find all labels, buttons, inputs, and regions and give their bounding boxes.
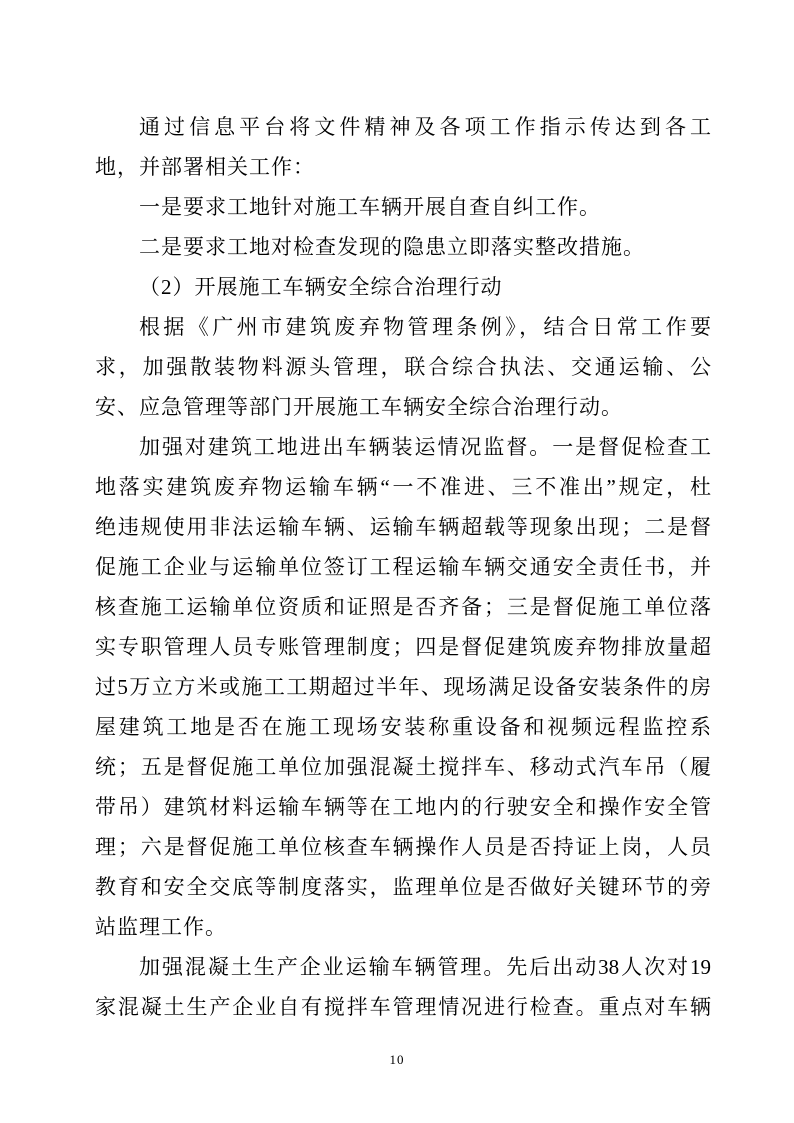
- page-number: 10: [389, 1052, 405, 1067]
- text-line: 带吊）建筑材料运输车辆等在工地内的行驶安全和操作安全管: [95, 795, 711, 819]
- text-line: 求，加强散装物料源头管理，联合综合执法、交通运输、公: [95, 355, 711, 379]
- text-line: 加强混凝土生产企业运输车辆管理。先后出动38人次对19: [139, 955, 711, 979]
- text-line: 地落实建筑废弃物运输车辆“一不准进、三不准出”规定，杜: [95, 475, 711, 499]
- text-line: 过5万立方米或施工工期超过半年、现场满足设备安装条件的房: [95, 675, 711, 699]
- text-line: 教育和安全交底等制度落实，监理单位是否做好关键环节的旁: [95, 875, 711, 899]
- text-line: 加强对建筑工地进出车辆装运情况监督。一是督促检查工: [139, 435, 711, 459]
- text-line: 家混凝土生产企业自有搅拌车管理情况进行检查。重点对车辆: [95, 995, 711, 1019]
- text-line: 根据《广州市建筑废弃物管理条例》，结合日常工作要: [139, 315, 711, 339]
- text-line: （2）开展施工车辆安全综合治理行动: [139, 275, 503, 299]
- text-line: 站监理工作。: [95, 915, 227, 939]
- text-line: 二是要求工地对检查发现的隐患立即落实整改措施。: [139, 235, 645, 259]
- document-body: [95, 107, 711, 1027]
- text-line: 核查施工运输单位资质和证照是否齐备；三是督促施工单位落: [95, 595, 711, 619]
- text-line: 通过信息平台将文件精神及各项工作指示传达到各工: [139, 115, 711, 139]
- text-line: 安、应急管理等部门开展施工车辆安全综合治理行动。: [95, 395, 623, 419]
- text-line: 绝违规使用非法运输车辆、运输车辆超载等现象出现；二是督: [95, 515, 711, 539]
- text-line: 一是要求工地针对施工车辆开展自查自纠工作。: [139, 195, 601, 219]
- text-line: 地，并部署相关工作：: [95, 155, 315, 179]
- text-line: 促施工企业与运输单位签订工程运输车辆交通安全责任书，并: [95, 555, 711, 579]
- text-line: 实专职管理人员专账管理制度；四是督促建筑废弃物排放量超: [95, 635, 711, 659]
- text-line: 统；五是督促施工单位加强混凝土搅拌车、移动式汽车吊（履: [95, 755, 711, 779]
- text-line: 理；六是督促施工单位核查车辆操作人员是否持证上岗，人员: [95, 835, 711, 859]
- text-line: 屋建筑工地是否在施工现场安装称重设备和视频远程监控系: [95, 715, 711, 739]
